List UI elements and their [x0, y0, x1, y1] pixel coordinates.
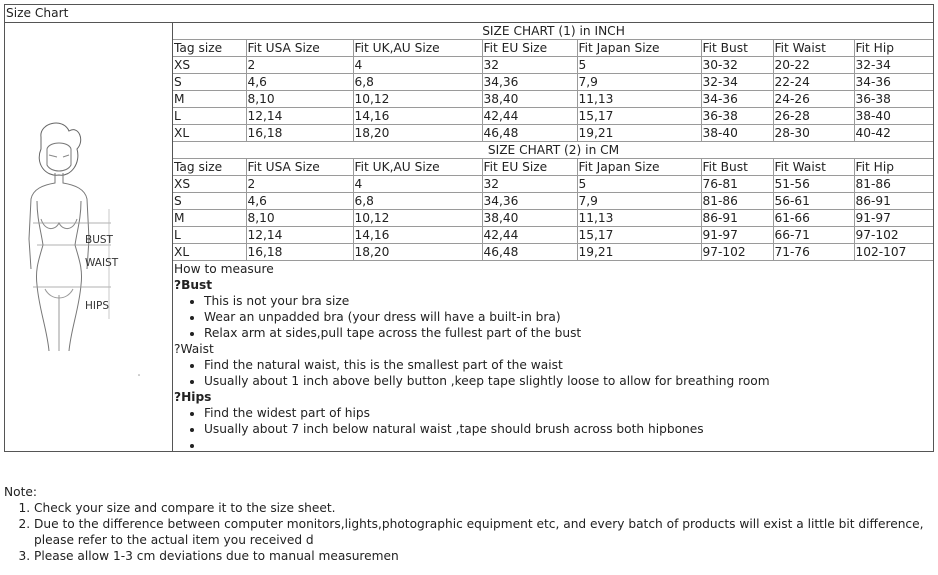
table-cell: XL [173, 244, 246, 261]
table-cell: 97-102 [854, 227, 933, 244]
table-cell: 8,10 [246, 91, 353, 108]
table-cell: 4,6 [246, 74, 353, 91]
measure-section-heading: ?Hips [174, 390, 212, 404]
table-cell: 14,16 [353, 108, 482, 125]
table-cell: S [173, 193, 246, 210]
table-cell: 14,16 [353, 227, 482, 244]
table-cell: 4 [353, 176, 482, 193]
size-chart-content [173, 23, 933, 453]
sheet-title: Size Chart [5, 5, 933, 23]
column-header: Tag size [173, 40, 246, 57]
list-item: • Find the natural waist, this is the smallest part of the waist [204, 357, 933, 373]
table-cell: 34,36 [482, 193, 577, 210]
note-title: Note: [4, 485, 37, 499]
list-item: • Usually about 7 inch below natural waist ,tape should brush across both hipbones [204, 421, 933, 437]
column-header: Fit EU Size [482, 159, 577, 176]
list-item: • This is not your bra size [204, 293, 933, 309]
table-cell: 32 [482, 176, 577, 193]
table-cell: XL [173, 125, 246, 142]
size-chart-sheet [4, 4, 934, 452]
table-cell: M [173, 91, 246, 108]
table-cell: 36-38 [701, 108, 773, 125]
column-header: Fit Hip [854, 40, 933, 57]
table-cell: 15,17 [577, 227, 701, 244]
table-cell: 91-97 [854, 210, 933, 227]
figure-cell [5, 23, 173, 451]
list-item: • Find the widest part of hips [204, 405, 933, 421]
table-cell: 5 [577, 176, 701, 193]
note-item: 3. Please allow 1-3 cm deviations due to manual measuremen [34, 548, 934, 564]
table-cell: 61-66 [773, 210, 854, 227]
column-header: Fit Japan Size [577, 40, 701, 57]
table-cell: 66-71 [773, 227, 854, 244]
table-cell: 16,18 [246, 244, 353, 261]
table-cell: 40-42 [854, 125, 933, 142]
size-chart-table [173, 23, 933, 261]
table-cell: 28-30 [773, 125, 854, 142]
waist-label: WAIST [85, 257, 119, 269]
table-cell: XS [173, 57, 246, 74]
table-row [173, 193, 933, 210]
table-cell: 11,13 [577, 91, 701, 108]
table-cell: 15,17 [577, 108, 701, 125]
table-cell: L [173, 108, 246, 125]
table-cell: 16,18 [246, 125, 353, 142]
table-caption-row [173, 142, 933, 159]
list-item: • Wear an unpadded bra (your dress will have a built-in bra) [204, 309, 933, 325]
note-item: 2. Due to the difference between computer monitors,lights,photographic equipment etc, and every batch of products will exist a little bit difference, please refer to the actual item you received d [34, 516, 934, 548]
table-cell: S [173, 74, 246, 91]
table-cell: 34-36 [701, 91, 773, 108]
table-caption-row [173, 23, 933, 40]
note-item: 1. Check your size and compare it to the size sheet. [34, 500, 934, 516]
measure-section-list [174, 357, 933, 389]
table-row [173, 244, 933, 261]
body-measure-figure-icon [19, 119, 159, 379]
table-header-row [173, 40, 933, 57]
table-cell: 46,48 [482, 125, 577, 142]
table-cell: 18,20 [353, 244, 482, 261]
list-item: • Usually about 1 inch above belly button ,keep tape slightly loose to allow for breathing room [204, 373, 933, 389]
table-row [173, 125, 933, 142]
table-cell: 2 [246, 176, 353, 193]
column-header: Fit Bust [701, 159, 773, 176]
table-cell: 76-81 [701, 176, 773, 193]
table-cell: 12,14 [246, 227, 353, 244]
table-cell: 6,8 [353, 193, 482, 210]
how-to-measure-title: How to measure [174, 262, 274, 276]
table-cell: 10,12 [353, 210, 482, 227]
table-cell: 71-76 [773, 244, 854, 261]
table-cell: 86-91 [701, 210, 773, 227]
table-cell: 34-36 [854, 74, 933, 91]
column-header: Fit EU Size [482, 40, 577, 57]
table-cell: 6,8 [353, 74, 482, 91]
column-header: Fit Waist [773, 40, 854, 57]
table-row [173, 210, 933, 227]
column-header: Fit UK,AU Size [353, 40, 482, 57]
column-header: Tag size [173, 159, 246, 176]
table-cell: 12,14 [246, 108, 353, 125]
table-cell: 4 [353, 57, 482, 74]
table-row [173, 91, 933, 108]
table-cell: 20-22 [773, 57, 854, 74]
table-row [173, 57, 933, 74]
note-block [4, 484, 934, 564]
table-cell: L [173, 227, 246, 244]
table-cell: 11,13 [577, 210, 701, 227]
table-cell: XS [173, 176, 246, 193]
list-item [204, 437, 933, 453]
table-row [173, 227, 933, 244]
column-header: Fit USA Size [246, 40, 353, 57]
table-cell: 30-32 [701, 57, 773, 74]
table-cell: 7,9 [577, 74, 701, 91]
table-cell: 38-40 [854, 108, 933, 125]
column-header: Fit Bust [701, 40, 773, 57]
table-cell: 19,21 [577, 125, 701, 142]
table-cell: 8,10 [246, 210, 353, 227]
table-cell: 38-40 [701, 125, 773, 142]
measure-section-list [174, 293, 933, 341]
table-cell: 51-56 [773, 176, 854, 193]
table-cell: 4,6 [246, 193, 353, 210]
table-cell: 22-24 [773, 74, 854, 91]
table-cell: 42,44 [482, 108, 577, 125]
table-cell: 19,21 [577, 244, 701, 261]
column-header: Fit Japan Size [577, 159, 701, 176]
table-cell: 97-102 [701, 244, 773, 261]
table-caption: SIZE CHART (1) in INCH [173, 23, 933, 40]
table-row [173, 74, 933, 91]
table-cell: 38,40 [482, 91, 577, 108]
table-caption: SIZE CHART (2) in CM [173, 142, 933, 159]
note-list [4, 500, 934, 564]
table-cell: 34,36 [482, 74, 577, 91]
table-cell: 38,40 [482, 210, 577, 227]
measure-section-heading: ?Waist [174, 342, 214, 356]
table-row [173, 108, 933, 125]
table-cell: 32 [482, 57, 577, 74]
table-cell: 32-34 [701, 74, 773, 91]
table-cell: 2 [246, 57, 353, 74]
table-cell: 26-28 [773, 108, 854, 125]
table-cell: 46,48 [482, 244, 577, 261]
table-cell: 24-26 [773, 91, 854, 108]
column-header: Fit UK,AU Size [353, 159, 482, 176]
table-cell: 91-97 [701, 227, 773, 244]
table-cell: M [173, 210, 246, 227]
column-header: Fit Waist [773, 159, 854, 176]
column-header: Fit Hip [854, 159, 933, 176]
table-cell: 81-86 [854, 176, 933, 193]
measure-section-heading: ?Bust [174, 278, 213, 292]
table-cell: 36-38 [854, 91, 933, 108]
table-cell: 56-61 [773, 193, 854, 210]
bust-label: BUST [85, 234, 113, 246]
hips-label: HIPS [85, 300, 109, 312]
list-item: • Relax arm at sides,pull tape across the fullest part of the bust [204, 325, 933, 341]
table-cell: 5 [577, 57, 701, 74]
table-header-row [173, 159, 933, 176]
column-header: Fit USA Size [246, 159, 353, 176]
table-cell: 102-107 [854, 244, 933, 261]
table-cell: 7,9 [577, 193, 701, 210]
table-row [173, 176, 933, 193]
table-cell: 81-86 [701, 193, 773, 210]
table-cell: 86-91 [854, 193, 933, 210]
table-cell: 42,44 [482, 227, 577, 244]
table-cell: 32-34 [854, 57, 933, 74]
table-cell: 10,12 [353, 91, 482, 108]
how-to-measure [173, 261, 933, 453]
table-cell: 18,20 [353, 125, 482, 142]
measure-section-list [174, 405, 933, 453]
